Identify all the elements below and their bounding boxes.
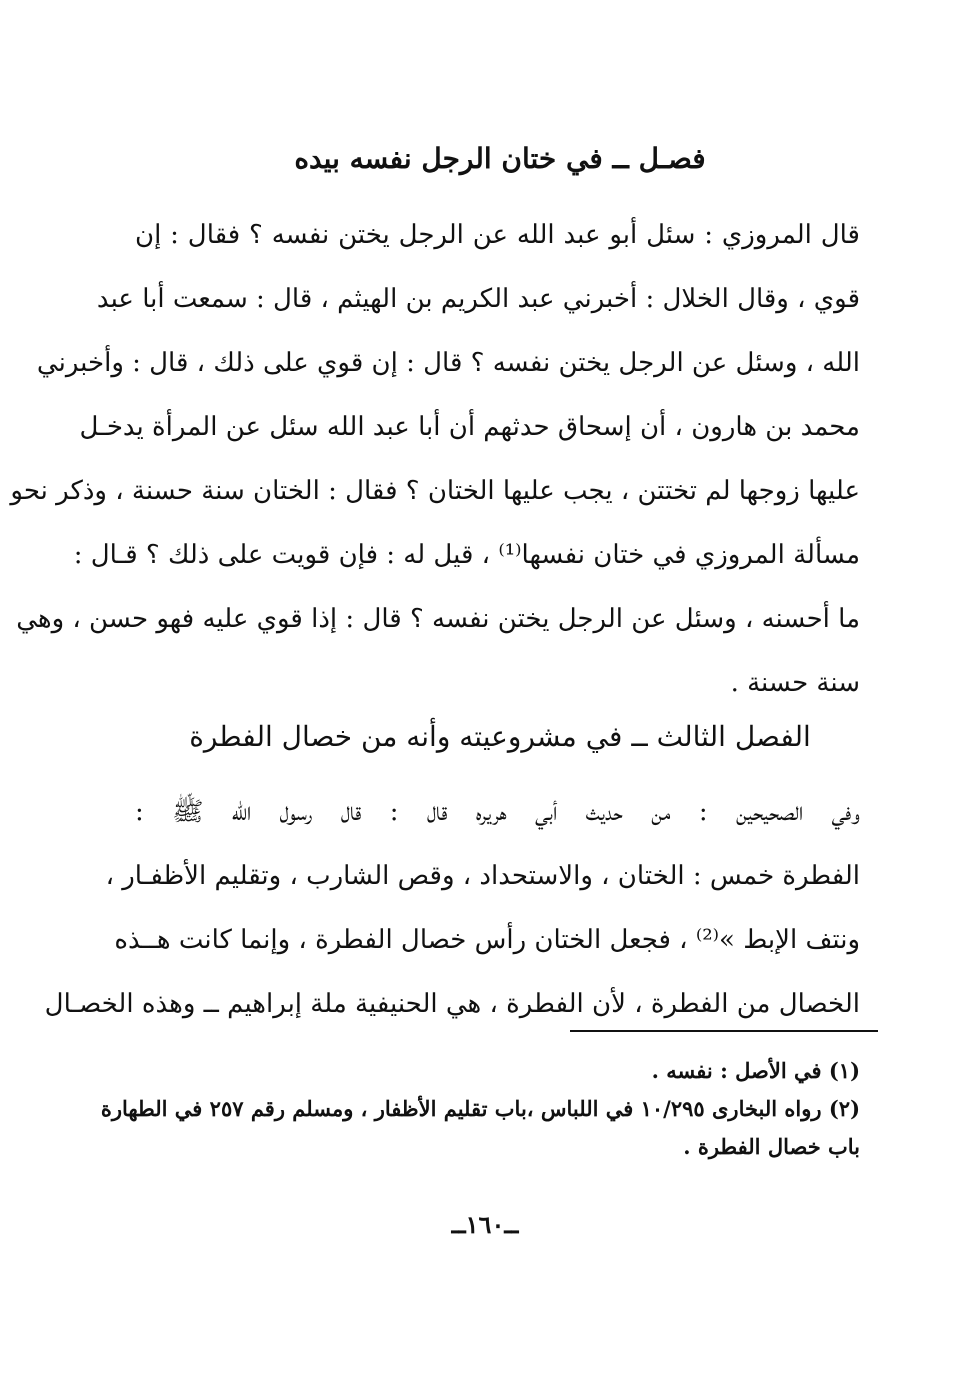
body-line: الخصال من الفطرة ، لأن الفطرة ، هي الحنيفية ملة إبراهيم ــ وهذه الخصـال bbox=[44, 989, 860, 1019]
section-body-2 bbox=[44, 780, 860, 1036]
footnotes bbox=[100, 1052, 860, 1166]
footnote-2-continued: باب خصال الفطرة . bbox=[683, 1134, 860, 1159]
body-line: عليها زوجها لم تختتن ، يجب عليها الختان ؟ فقال : الختان سنة حسنة ، وذكر نحو bbox=[10, 476, 860, 506]
footnote-1: (١) في الأصل : نفسه . bbox=[651, 1058, 860, 1083]
body-line: الله ، وسئل عن الرجل يختن نفسه ؟ قال : إن قوي على ذلك ، قال : وأخبرني bbox=[36, 348, 860, 378]
body-line: مسألة المروزي في ختان نفسها⁽¹⁾ ، قيل له : فإن قويت على ذلك ؟ قـال : bbox=[73, 540, 860, 570]
section-title-third-chapter: الفصل الثالث ــ في مشروعيته وأنه من خصال الفطرة bbox=[189, 720, 811, 753]
footnote-2: (٢) رواه البخارى ١٠/٢٩٥ في اللباس ،باب تقليم الأظفار ، ومسلم رقم ٢٥٧ في الطهارة bbox=[100, 1096, 860, 1121]
body-line: قوي ، وقال الخلال : أخبرني عبد الكريم بن الهيثم ، قال : سمعت أبا عبد bbox=[96, 284, 860, 314]
section-body-1 bbox=[10, 203, 860, 715]
body-line: قال المروزي : سئل أبو عبد الله عن الرجل يختن نفسه ؟ فقال : إن bbox=[135, 220, 860, 250]
body-line: ونتف الإبط »⁽²⁾ ، فجعل الختان رأس خصال الفطرة ، وإنما كانت هــذه bbox=[114, 925, 860, 955]
body-line: سنة حسنة . bbox=[730, 668, 860, 698]
body-line: وفي الصحيحين : من حديث أبي هريره قال : قال رسول الله ﷺ : bbox=[135, 797, 860, 827]
body-line: ما أحسنه ، وسئل عن الرجل يختن نفسه ؟ قال : إذا قوي عليه فهو حسن ، وهي bbox=[16, 604, 860, 634]
section-title-circumcising-oneself: فصـل ــ في ختان الرجل نفسه بيده bbox=[294, 142, 706, 175]
footnote-separator bbox=[570, 1030, 878, 1032]
page-number: ــ١٦٠ــ bbox=[451, 1210, 519, 1239]
body-line: الفطرة خمس : الختان ، والاستحداد ، وقص الشارب ، وتقليم الأظفـار ، bbox=[105, 861, 860, 891]
body-line: محمد بن هارون ، أن إسحاق حدثهم أن أبا عبد الله سئل عن المرأة يدخـل bbox=[79, 412, 860, 442]
